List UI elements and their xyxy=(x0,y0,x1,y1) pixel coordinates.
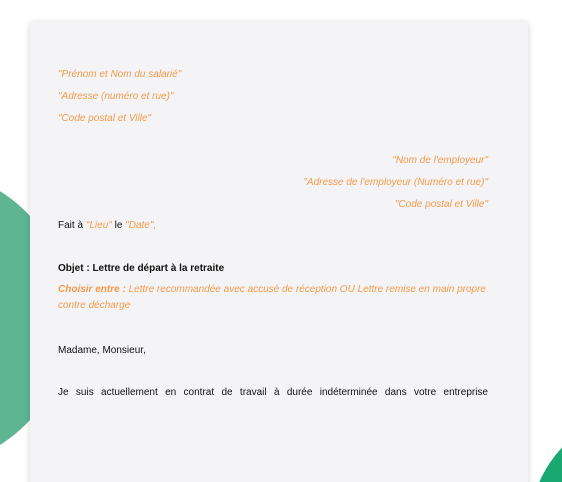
recipient-address: "Adresse de l'employeur (Numéro et rue)" xyxy=(303,177,488,188)
date-connector: le xyxy=(114,220,123,231)
sender-address: "Adresse (numéro et rue)" xyxy=(58,91,174,102)
letter-document xyxy=(30,22,528,482)
delivery-choice-label: Choisir entre : xyxy=(58,284,126,295)
sender-name: "Prénom et Nom du salarié" xyxy=(58,69,182,80)
recipient-name: "Nom de l'employeur" xyxy=(392,155,488,166)
salutation: Madame, Monsieur, xyxy=(58,345,146,356)
delivery-choice-text: Lettre recommandée avec accusé de réception OU Lettre remise en main propre contre décharge xyxy=(58,284,486,311)
decorative-green-circle-right xyxy=(528,405,562,482)
body-first-line: Je suis actuellement en contrat de travail à durée indéterminée dans votre entreprise xyxy=(58,387,488,398)
letter-subject: Objet : Lettre de départ à la retraite xyxy=(58,263,225,274)
place-date-line xyxy=(58,218,156,234)
recipient-city: "Code postal et Ville" xyxy=(394,199,488,210)
place-prefix: Fait à xyxy=(58,220,84,231)
place-placeholder: "Lieu" xyxy=(85,220,112,231)
date-placeholder: "Date", xyxy=(125,220,157,231)
delivery-choice xyxy=(58,282,488,314)
sender-city: "Code postal et Ville" xyxy=(58,113,152,124)
